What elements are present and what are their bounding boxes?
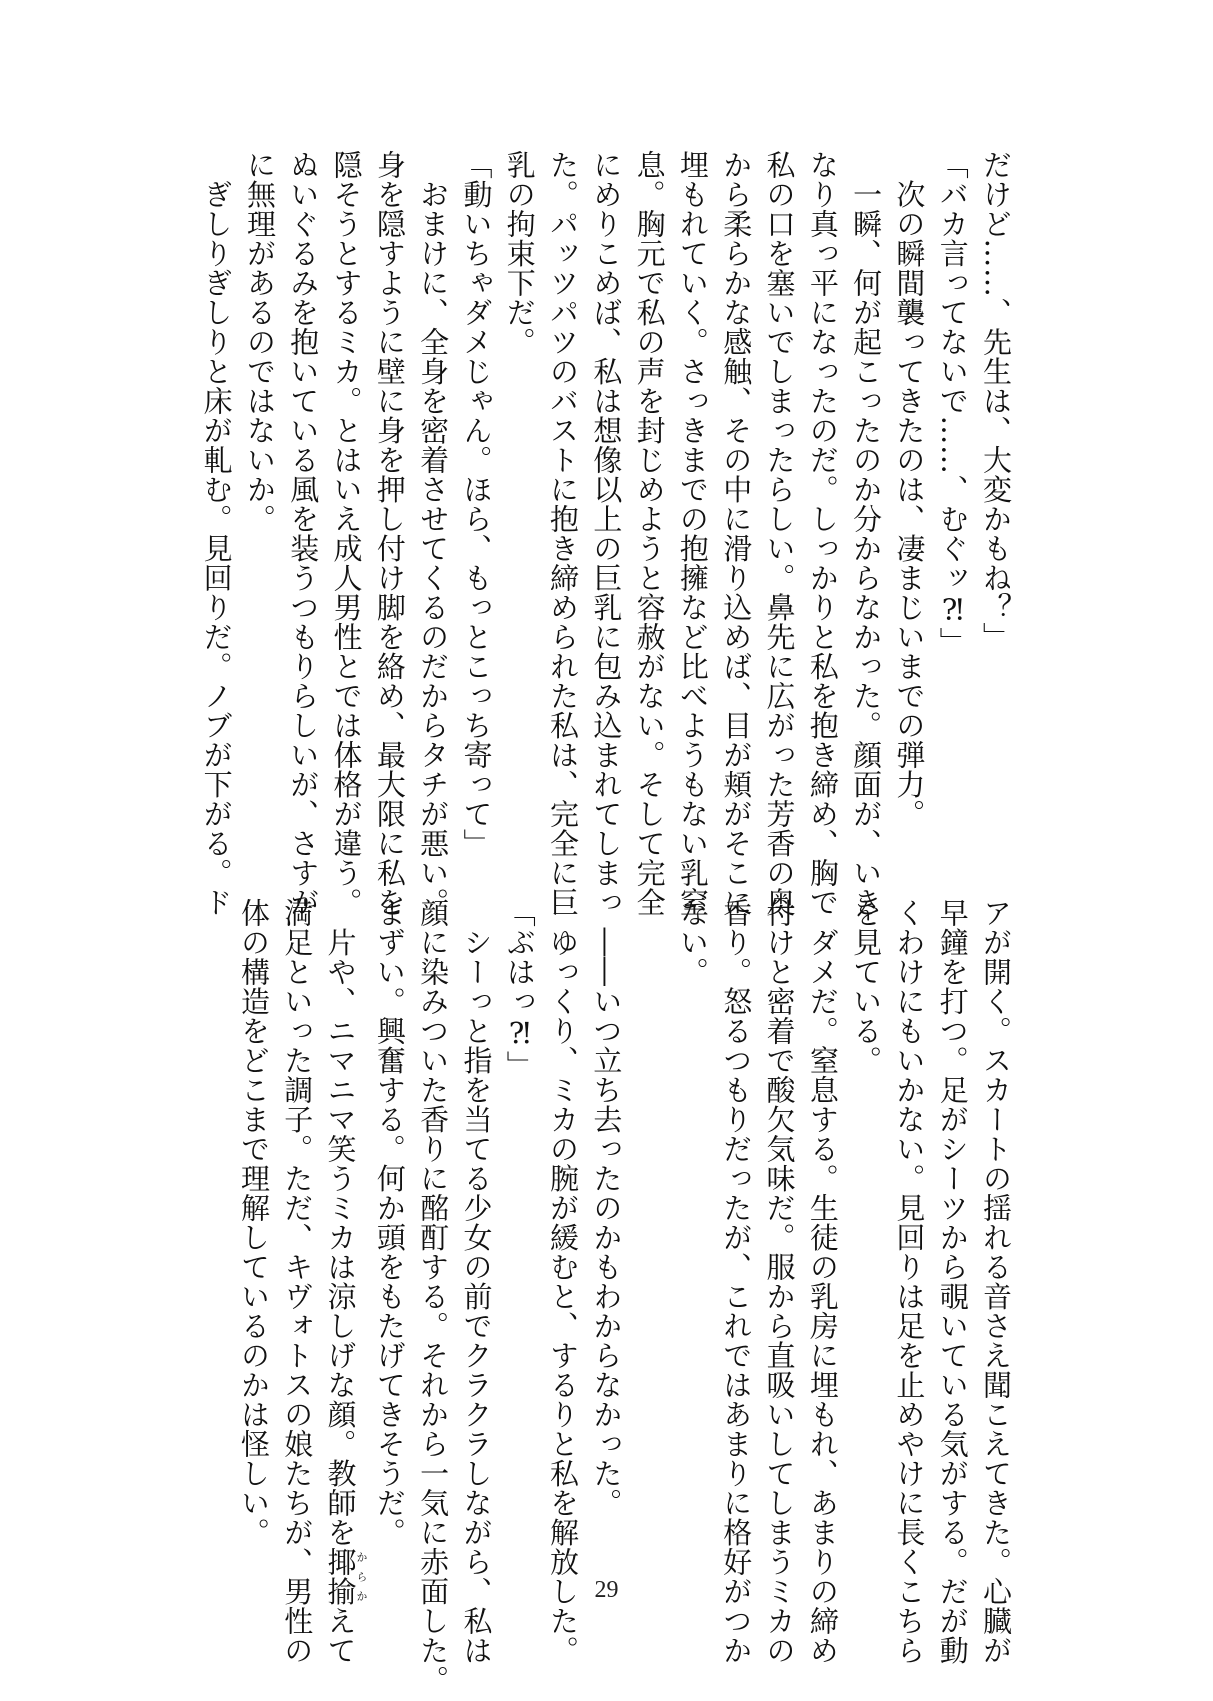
text-line: ぎしりぎしりと床が軋む。見回りだ。ノブが下がる。ド (199, 150, 234, 917)
text-line: なり真っ平になったのだ。しっかりと私を抱き締め、胸で (805, 150, 840, 917)
text-line: まずい。興奮する。何か頭をもたげてきそうだ。 (372, 898, 407, 1547)
text-line: 満足といった調子。ただ、キヴォトスの娘たちが、男性の (280, 898, 315, 1665)
text-line: 「バカ言ってないで……、むぐッ⁈」 (935, 150, 970, 657)
text-line: 隠そうとするミカ。とはいえ成人男性とでは体格が違う。 (329, 150, 364, 917)
text-line: 息。胸元で私の声を封じめようと容赦がない。そして完全 (632, 150, 667, 917)
text-line: 早鐘を打つ。足がシーツから覗いている気がする。だが動 (935, 898, 970, 1665)
text-line: から柔らかな感触、その中に滑り込めば、目が頬がそこに (719, 150, 754, 917)
text-line: 顔に染みついた香りに酩酊する。それから一気に赤面した。 (416, 898, 451, 1695)
text-line: 香り。怒るつもりだったが、これではあまりに格好がつか (719, 898, 754, 1665)
text-line: おまけに、全身を密着させてくるのだからタチが悪い。 (416, 150, 451, 917)
text-line: くわけにもいかない。見回りは足を止めやけに長くこちら (892, 898, 927, 1665)
text-line-with-ruby (318, 898, 369, 1665)
text-line: 次の瞬間襲ってきたのは、凄まじいまでの弾力。 (892, 150, 927, 829)
text-line: 乳の拘束下だ。 (502, 150, 537, 357)
text-line: シーっと指を当てる少女の前でクラクラしながら、私は (459, 898, 494, 1665)
text-line: 体の構造をどこまで理解しているのかは怪しい。 (236, 898, 271, 1547)
text-line: だけど……、先生は、大変かもね？」 (979, 150, 1013, 652)
ruby-base: 揶揄 (323, 1547, 358, 1606)
text-line: 一瞬、何が起こったのか分からなかった。顔面が、いき (849, 150, 884, 917)
ruby-reading: からか (355, 1547, 369, 1606)
text-line: 身を隠すように壁に身を押し付け脚を絡め、最大限に私を (372, 150, 407, 917)
text-line: ぬいぐるみを抱いている風を装うつもりらしいが、さすが (286, 150, 321, 917)
text-block-top (197, 150, 1017, 917)
text-line: た。パッツパツのバストに抱き締められた私は、完全に巨 (546, 150, 581, 917)
text-segment: 片や、ニマニマ笑うミカは涼しげな顔。教師を (323, 898, 358, 1547)
text-line: 付けと密着で酸欠気味だ。服から直吸いしてしまうミカの (762, 898, 797, 1665)
page-number: 29 (594, 1577, 619, 1603)
text-line: を見ている。 (849, 898, 884, 1075)
text-line: ダメだ。窒息する。生徒の乳房に埋もれ、あまりの締め (805, 898, 840, 1665)
text-line: 「動いちゃダメじゃん。ほら、もっとこっち寄って」 (459, 150, 494, 858)
text-segment: えて (323, 1606, 358, 1665)
text-line: 「ぶはっ⁈」 (502, 898, 537, 1080)
blank-line (627, 898, 670, 1498)
text-line: 埋もれていく。さっきまでの抱擁など比べようもない乳窒 (675, 150, 710, 917)
text-line: 私の口を塞いでしまったらしい。鼻先に広がった芳香の奥 (762, 150, 797, 917)
text-line: にめりこめば、私は想像以上の巨乳に包み込まれてしまっ (589, 150, 624, 917)
text-line: に無理があるのではないか。 (242, 150, 277, 534)
text-line: ゆっくり、ミカの腕が緩むと、するりと私を解放した。 (546, 898, 581, 1665)
text-line: アが開く。スカートの揺れる音さえ聞こえてきた。心臓が (979, 898, 1013, 1665)
text-line: ――いつ立ち去ったのかもわからなかった。 (589, 898, 624, 1518)
text-line: ない。 (675, 898, 710, 987)
